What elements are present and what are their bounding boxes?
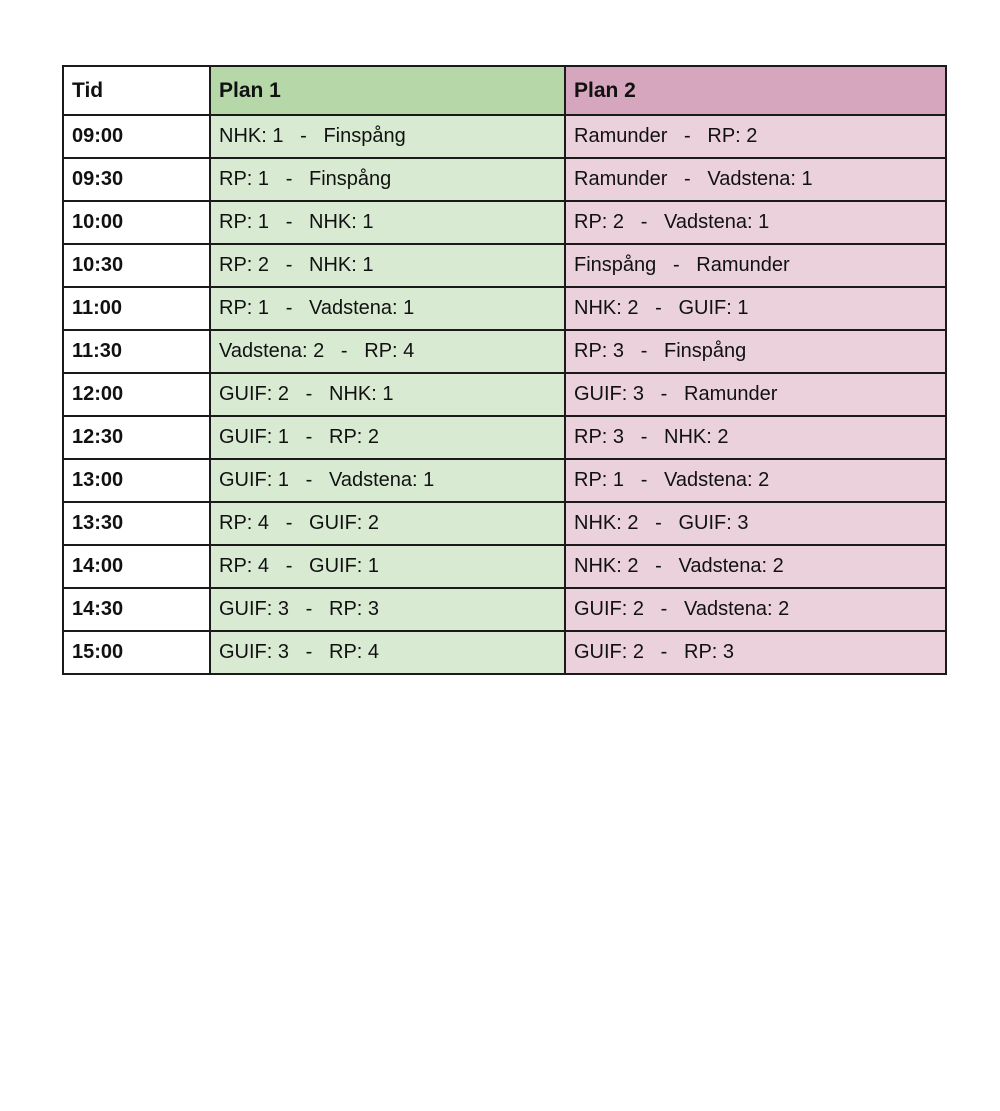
table-row [63,201,946,244]
table-row [63,287,946,330]
time-cell: 11:00 [63,287,210,330]
plan-2-match-cell: RP: 2 - Vadstena: 1 [565,201,946,244]
plan-2-match-cell: RP: 1 - Vadstena: 2 [565,459,946,502]
plan-1-match-cell: RP: 1 - Finspång [210,158,565,201]
table-row [63,588,946,631]
table-row [63,330,946,373]
table-row [63,545,946,588]
plan-1-match-cell: GUIF: 1 - Vadstena: 1 [210,459,565,502]
time-cell: 12:30 [63,416,210,459]
table-row [63,416,946,459]
schedule-header [63,66,946,115]
time-cell: 09:00 [63,115,210,158]
time-cell: 12:00 [63,373,210,416]
plan-2-match-cell: RP: 3 - Finspång [565,330,946,373]
table-row [63,502,946,545]
time-cell: 13:30 [63,502,210,545]
table-row [63,158,946,201]
table-row [63,115,946,158]
time-cell: 09:30 [63,158,210,201]
plan-2-match-cell: NHK: 2 - Vadstena: 2 [565,545,946,588]
header-plan-1: Plan 1 [210,66,565,115]
plan-1-match-cell: NHK: 1 - Finspång [210,115,565,158]
time-cell: 14:00 [63,545,210,588]
plan-2-match-cell: GUIF: 2 - RP: 3 [565,631,946,674]
plan-2-match-cell: Ramunder - RP: 2 [565,115,946,158]
header-time: Tid [63,66,210,115]
plan-2-match-cell: GUIF: 3 - Ramunder [565,373,946,416]
plan-2-match-cell: Finspång - Ramunder [565,244,946,287]
table-row [63,244,946,287]
plan-2-match-cell: Ramunder - Vadstena: 1 [565,158,946,201]
table-row [63,373,946,416]
time-cell: 15:00 [63,631,210,674]
schedule-body [63,115,946,674]
plan-2-match-cell: RP: 3 - NHK: 2 [565,416,946,459]
plan-1-match-cell: RP: 2 - NHK: 1 [210,244,565,287]
plan-1-match-cell: GUIF: 2 - NHK: 1 [210,373,565,416]
header-row [63,66,946,115]
plan-1-match-cell: Vadstena: 2 - RP: 4 [210,330,565,373]
plan-2-match-cell: GUIF: 2 - Vadstena: 2 [565,588,946,631]
plan-2-match-cell: NHK: 2 - GUIF: 1 [565,287,946,330]
plan-1-match-cell: GUIF: 3 - RP: 3 [210,588,565,631]
time-cell: 11:30 [63,330,210,373]
plan-1-match-cell: GUIF: 3 - RP: 4 [210,631,565,674]
header-plan-2: Plan 2 [565,66,946,115]
table-row [63,459,946,502]
time-cell: 13:00 [63,459,210,502]
plan-1-match-cell: RP: 4 - GUIF: 2 [210,502,565,545]
table-row [63,631,946,674]
plan-1-match-cell: RP: 1 - Vadstena: 1 [210,287,565,330]
time-cell: 10:30 [63,244,210,287]
plan-1-match-cell: RP: 1 - NHK: 1 [210,201,565,244]
plan-2-match-cell: NHK: 2 - GUIF: 3 [565,502,946,545]
time-cell: 10:00 [63,201,210,244]
plan-1-match-cell: RP: 4 - GUIF: 1 [210,545,565,588]
schedule-table [62,65,947,675]
time-cell: 14:30 [63,588,210,631]
plan-1-match-cell: GUIF: 1 - RP: 2 [210,416,565,459]
